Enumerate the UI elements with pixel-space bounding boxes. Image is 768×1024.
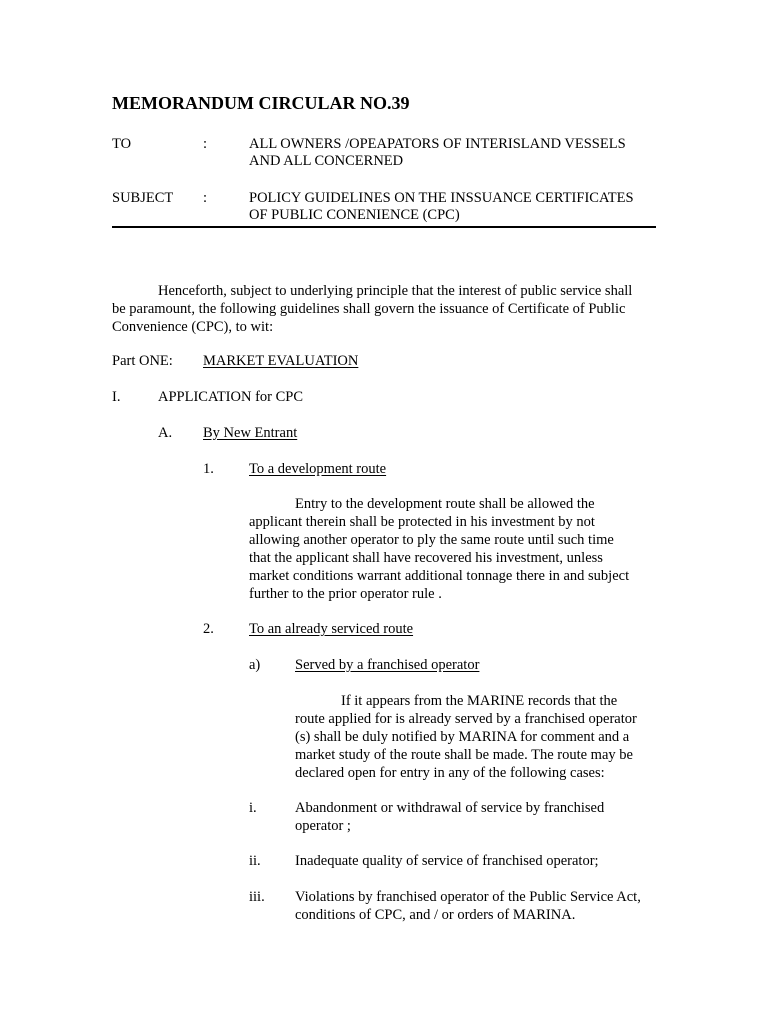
subitem-a-body-line-4: market study of the route shall be made. The route may be bbox=[295, 747, 633, 763]
intro-line-3: Convenience (CPC), to wit: bbox=[112, 319, 274, 335]
to-colon: : bbox=[203, 136, 208, 152]
header-divider bbox=[112, 226, 656, 228]
intro-line-2: be paramount, the following guidelines shall govern the issuance of Certificate of Public bbox=[112, 301, 626, 317]
case-ii-line-1: Inadequate quality of service of franchised operator; bbox=[295, 853, 599, 869]
section-number: I. bbox=[112, 389, 121, 405]
intro-line-1: Henceforth, subject to underlying principle that the interest of public service shall bbox=[158, 283, 633, 299]
item-1-body-line-2: applicant therein shall be protected in his investment by not bbox=[249, 514, 595, 530]
subject-line-1: POLICY GUIDELINES ON THE INSSUANCE CERTIFICATES bbox=[249, 190, 634, 206]
case-ii-number: ii. bbox=[249, 853, 261, 869]
subsection-title: By New Entrant bbox=[203, 425, 298, 441]
case-iii-number: iii. bbox=[249, 889, 265, 905]
case-iii-line-1: Violations by franchised operator of the Public Service Act, bbox=[295, 889, 641, 905]
to-line-1: ALL OWNERS /OPEAPATORS OF INTERISLAND VESSELS bbox=[249, 136, 626, 152]
document-title: MEMORANDUM CIRCULAR NO.39 bbox=[112, 93, 410, 113]
item-1-number: 1. bbox=[203, 461, 214, 477]
part-title: MARKET EVALUATION bbox=[203, 353, 359, 369]
subject-label: SUBJECT bbox=[112, 190, 174, 206]
item-1-body-line-6: further to the prior operator rule . bbox=[249, 586, 442, 602]
case-i-line-2: operator ; bbox=[295, 818, 351, 834]
case-i-number: i. bbox=[249, 800, 257, 816]
item-1-title: To a development route bbox=[249, 461, 387, 477]
item-2-number: 2. bbox=[203, 621, 214, 637]
item-2-title: To an already serviced route bbox=[249, 621, 414, 637]
case-i-line-1: Abandonment or withdrawal of service by franchised bbox=[295, 800, 605, 816]
subitem-a-body-line-1: If it appears from the MARINE records that the bbox=[341, 693, 618, 709]
subitem-a-body-line-5: declared open for entry in any of the following cases: bbox=[295, 765, 605, 781]
subitem-a-body-line-3: (s) shall be duly notified by MARINA for comment and a bbox=[295, 729, 630, 745]
item-1-body-line-3: allowing another operator to ply the same route until such time bbox=[249, 532, 614, 548]
to-line-2: AND ALL CONCERNED bbox=[249, 153, 404, 169]
item-1-body-line-5: market conditions warrant additional tonnage there in and subject bbox=[249, 568, 630, 584]
subject-colon: : bbox=[203, 190, 208, 206]
subject-line-2: OF PUBLIC CONENIENCE (CPC) bbox=[249, 207, 460, 223]
subsection-letter: A. bbox=[158, 425, 173, 441]
item-1-body-line-4: that the applicant shall have recovered his investment, unless bbox=[249, 550, 603, 566]
part-label: Part ONE: bbox=[112, 353, 173, 369]
item-1-body-line-1: Entry to the development route shall be allowed the bbox=[295, 496, 595, 512]
to-label: TO bbox=[112, 136, 132, 152]
case-iii-line-2: conditions of CPC, and / or orders of MARINA. bbox=[295, 907, 576, 923]
subitem-a-title: Served by a franchised operator bbox=[295, 657, 480, 673]
subitem-a-body-line-2: route applied for is already served by a franchised operator bbox=[295, 711, 637, 727]
section-title: APPLICATION for CPC bbox=[158, 389, 304, 405]
subitem-a-letter: a) bbox=[249, 657, 261, 673]
